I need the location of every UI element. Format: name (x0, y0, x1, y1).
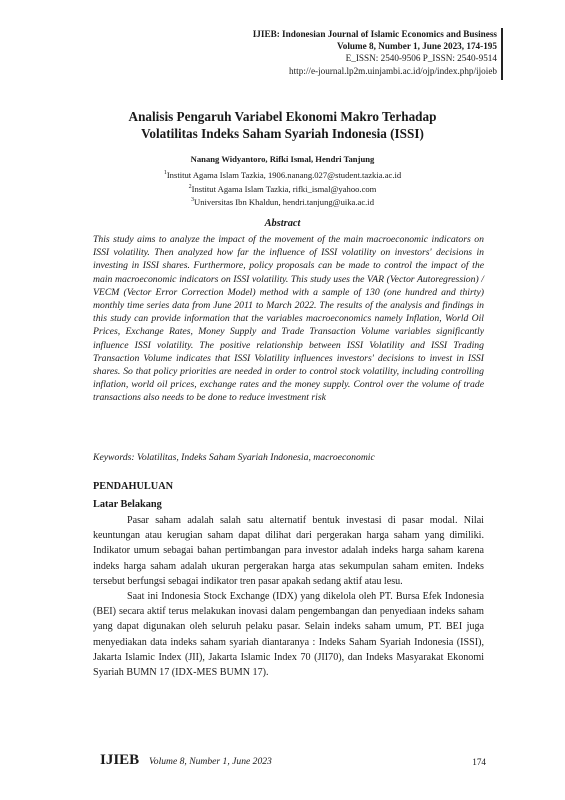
author-list: Nanang Widyantoro, Rifki Ismal, Hendri Tanjung (190, 154, 375, 164)
journal-url[interactable]: http://e-journal.lp2m.uinjambi.ac.id/ojp/index.php/ijoieb (289, 65, 497, 76)
affiliation-1 (90, 168, 475, 182)
title-line-2: Volatilitas Indeks Saham Syariah Indonesia (ISSI) (141, 125, 424, 141)
footer-journal-logo: IJIEB (100, 752, 140, 768)
affiliation-2 (90, 182, 475, 196)
affiliation-marker: 3 (191, 197, 194, 204)
subsection-heading: Latar Belakang (93, 499, 162, 510)
footer-issue: Volume 8, Number 1, June 2023 (149, 756, 272, 767)
keywords-label: Keywords: (93, 452, 135, 463)
paragraph-1: Pasar saham adalah salah satu alternatif bentuk investasi di pasar modal. Nilai keuntungan atau kerugian saham dapat dilihat dari pergerakan harga saham yang dimiliki. Indikator umum sebagai bahan pertimbangan para investor adalah indeks harga saham karena indeks harga saham adalah ukuran pergerakan harga atas sekumpulan saham emiten. Indeks tersebut berfungsi sebagai indikator tren pasar apakah sedang aktif atau lesu. (93, 515, 484, 587)
affiliation-text: Institut Agama Islam Tazkia, 1906.nanang.027@student.tazkia.ac.id (166, 169, 402, 180)
title-line-1: Analisis Pengaruh Variabel Ekonomi Makro Terhadap (128, 109, 437, 124)
page-number: 174 (472, 757, 486, 767)
body-text (93, 513, 484, 680)
affiliation-text: Institut Agama Islam Tazkia, rifki_ismal@yahoo.com (191, 183, 377, 194)
affiliation-3 (90, 195, 475, 209)
article-title (90, 109, 475, 142)
abstract-heading: Abstract (264, 218, 301, 229)
issn-line: E_ISSN: 2540-9506 P_ISSN: 2540-9514 (345, 53, 497, 64)
keywords (93, 451, 484, 464)
paragraph-2: Saat ini Indonesia Stock Exchange (IDX) yang dikelola oleh PT. Bursa Efek Indonesia (BEI) secara aktif terus melakukan inovasi dalam pengembangan dan penyediaan indeks saham yang dapat digunakan oleh seluruh pelaku pasar. Selain indeks saham umum, PT. BEI juga menyediakan data indeks saham syariah diantaranya : Indeks Saham Syariah Indonesia (ISSI), Jakarta Islamic Index (JII), Jakarta Islamic Index 70 (JII70), dan Indeks Masyarakat Ekonomi Syariah BUMN 17 (IDX-MES BUMN 17). (93, 591, 484, 679)
affiliation-marker: 1 (163, 170, 167, 176)
volume-line: Volume 8, Number 1, June 2023, 174-195 (336, 41, 497, 52)
abstract-text: This study aims to analyze the impact of the movement of the main macroeconomic indicators on ISSI volatility. Then analyzed how far the influence of ISSI volatility on investors' decisions in investing in ISSI shares. Furthermore, policy proposals can be made to control the impact of the main macroeconomic indicators on ISSI volatility. This study uses the VAR (Vector Autoregression) / VECM (Vector Error Correction Model) method with a sample of 130 (one hundred and thirty) monthly time series data from June 2011 to March 2022. The results of the analysis and findings in this study can provide information that the variables macroeconomics namely Inflation, World Oil Prices, Exchange Rates, Money Supply and Trade Transaction Volume variables significantly influence ISSI volatility. The positive relationship between ISSI Volatility and ISSI Trading Transaction Volume indicates that ISSI Volatility influences investors' decisions to invest in ISSI shares. So that policy priorities are needed in order to control stock volatility, including controlling inflation, world oil prices, exchange rates and the money supply. Control over the volume of trade transactions also needs to be done to reduce investment risk (93, 234, 484, 404)
header-vertical-rule (501, 28, 503, 80)
affiliation-text: Universitas Ibn Khaldun, hendri.tanjung@uika.ac.id (194, 197, 374, 208)
affiliation-marker: 2 (188, 183, 192, 190)
affiliations (90, 168, 475, 209)
section-heading: PENDAHULUAN (93, 481, 174, 492)
journal-name: IJIEB: Indonesian Journal of Islamic Economics and Business (252, 29, 497, 39)
journal-header (253, 28, 497, 77)
keywords-text: Volatilitas, Indeks Saham Syariah Indonesia, macroeconomic (137, 452, 375, 463)
